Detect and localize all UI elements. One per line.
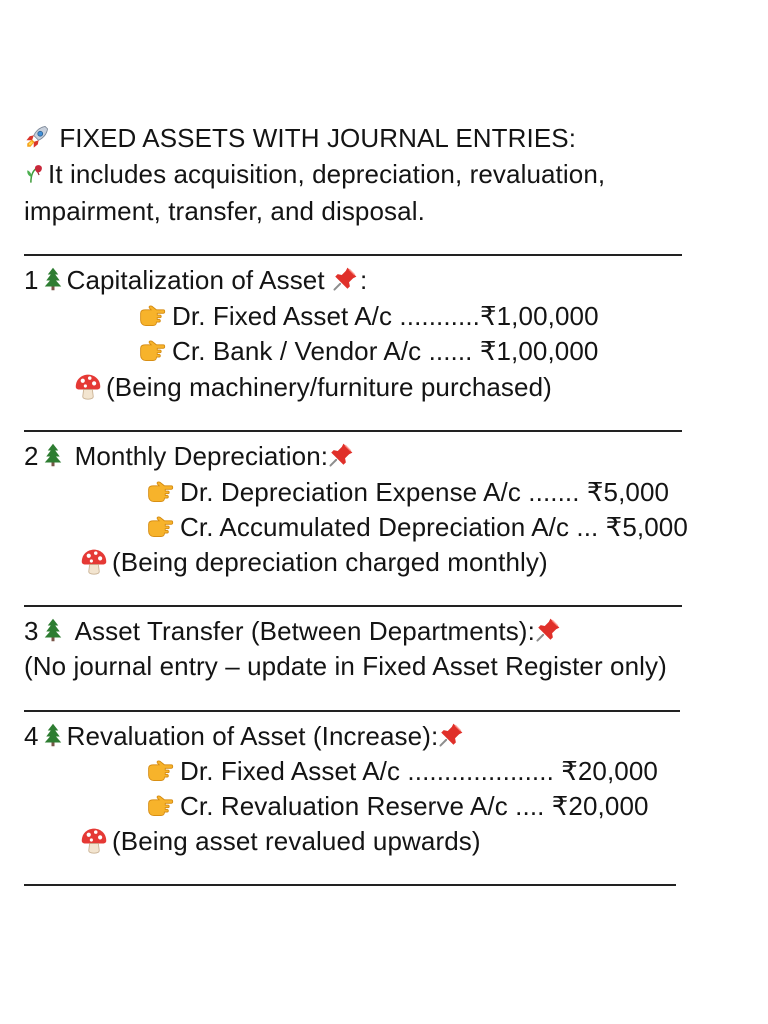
section-heading-text: Monthly Depreciation: xyxy=(74,441,329,471)
pointing-right-icon xyxy=(134,336,170,364)
intro-text-1: It includes acquisition, depreciation, revaluation, xyxy=(48,159,606,189)
pushpin-icon xyxy=(438,721,464,749)
mushroom-icon xyxy=(78,547,110,575)
divider xyxy=(24,710,680,712)
pushpin-icon xyxy=(535,616,561,644)
credit-entry: Cr. Bank / Vendor A/c ...... ₹1,00,000 xyxy=(172,336,599,366)
document-title xyxy=(24,122,576,154)
section-number: 3 xyxy=(24,616,39,646)
narration-text: (Being depreciation charged monthly) xyxy=(112,547,548,577)
wilted-flower-icon xyxy=(24,159,46,187)
divider xyxy=(24,884,676,886)
pointing-right-icon xyxy=(142,512,178,540)
section-1-heading xyxy=(24,264,367,296)
evergreen-tree-icon xyxy=(41,616,65,644)
section-2-debit xyxy=(142,476,669,508)
section-heading-text: Asset Transfer (Between Departments): xyxy=(74,616,535,646)
rocket-icon xyxy=(24,123,50,151)
section-2-heading xyxy=(24,440,356,472)
section-3-note xyxy=(24,650,667,682)
debit-entry: Dr. Depreciation Expense A/c ....... ₹5,000 xyxy=(180,477,670,507)
section-heading-text: Capitalization of Asset xyxy=(66,265,325,295)
section-1-debit xyxy=(134,300,599,332)
note-text: (No journal entry – update in Fixed Asset Register only) xyxy=(24,651,667,681)
section-2-narration xyxy=(78,546,548,578)
section-heading-text: Revaluation of Asset (Increase): xyxy=(66,721,439,751)
debit-entry: Dr. Fixed Asset A/c .................... ₹20,000 xyxy=(180,756,658,786)
section-4-narration xyxy=(78,825,481,857)
divider xyxy=(24,605,682,607)
pointing-right-icon xyxy=(134,301,170,329)
mushroom-icon xyxy=(72,372,104,400)
section-4-debit xyxy=(142,755,658,787)
section-2-credit xyxy=(142,511,688,543)
mushroom-icon xyxy=(78,826,110,854)
pointing-right-icon xyxy=(142,477,178,505)
evergreen-tree-icon xyxy=(41,441,65,469)
divider xyxy=(24,254,682,256)
section-1-narration xyxy=(72,371,552,403)
debit-entry: Dr. Fixed Asset A/c ...........₹1,00,000 xyxy=(172,301,599,331)
narration-text: (Being machinery/furniture purchased) xyxy=(106,372,552,402)
section-number: 1 xyxy=(24,265,39,295)
evergreen-tree-icon xyxy=(41,721,65,749)
narration-text: (Being asset revalued upwards) xyxy=(112,826,481,856)
pushpin-icon xyxy=(332,265,358,293)
section-number: 2 xyxy=(24,441,39,471)
credit-entry: Cr. Accumulated Depreciation A/c ... ₹5,000 xyxy=(180,512,688,542)
pointing-right-icon xyxy=(142,791,178,819)
evergreen-tree-icon xyxy=(41,265,65,293)
credit-entry: Cr. Revaluation Reserve A/c .... ₹20,000 xyxy=(180,791,649,821)
section-4-heading xyxy=(24,720,466,752)
title-text: FIXED ASSETS WITH JOURNAL ENTRIES: xyxy=(59,123,577,153)
section-number: 4 xyxy=(24,721,39,751)
divider xyxy=(24,430,682,432)
section-4-credit xyxy=(142,790,649,822)
heading-suffix: : xyxy=(360,265,368,295)
pointing-right-icon xyxy=(142,756,178,784)
intro-line-1 xyxy=(24,158,605,190)
section-1-credit xyxy=(134,335,598,367)
pushpin-icon xyxy=(328,441,354,469)
section-3-heading xyxy=(24,615,563,647)
intro-line-2 xyxy=(24,195,425,227)
intro-text-2: impairment, transfer, and disposal. xyxy=(24,196,425,226)
